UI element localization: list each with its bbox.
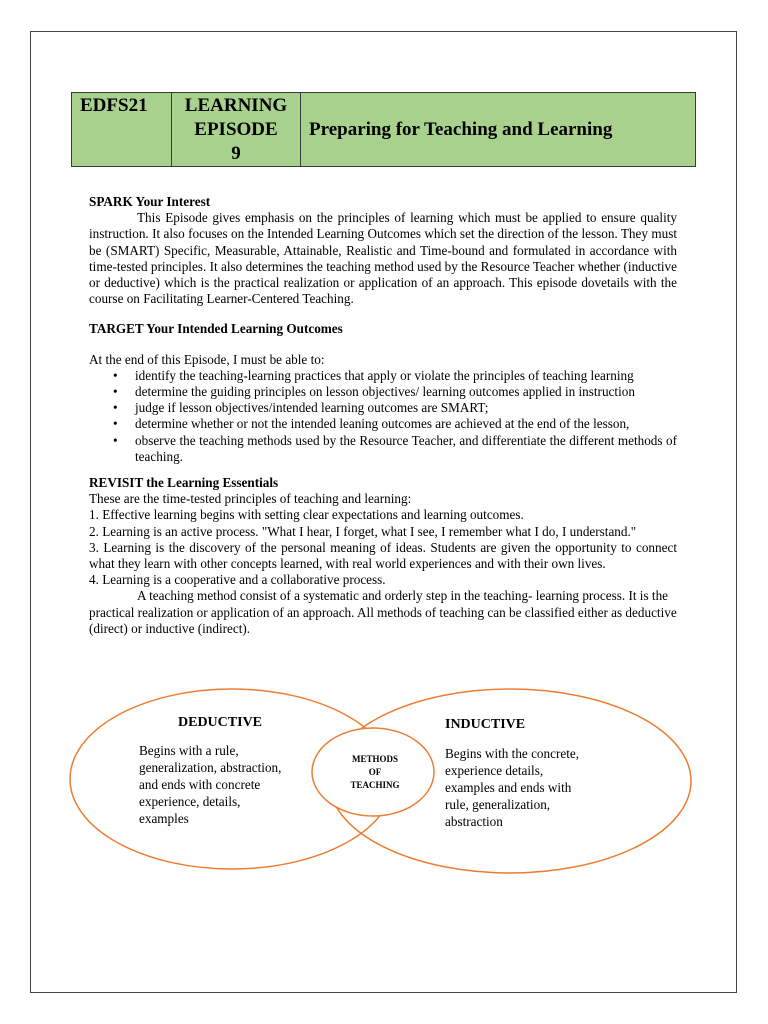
episode-title: Preparing for Teaching and Learning xyxy=(301,93,696,167)
principle-item: 1. Effective learning begins with setting clear expectations and learning outcomes. xyxy=(89,507,524,523)
center-line: METHODS xyxy=(351,754,398,764)
deductive-line: generalization, abstraction, xyxy=(139,760,282,775)
principle-item: 4. Learning is a cooperative and a collaborative process. xyxy=(89,572,386,588)
principle-item: 3. Learning is the discovery of the personal meaning of ideas. Students are given the opportunity to connect what they learn with other concepts learned, with real world experiences and with their own lives. xyxy=(89,539,677,572)
methods-of-teaching-label xyxy=(335,753,415,792)
spark-heading: SPARK Your Interest xyxy=(89,194,211,209)
episode-label-line: LEARNING xyxy=(184,95,288,116)
deductive-line: and ends with concrete xyxy=(139,777,261,792)
inductive-description xyxy=(445,745,579,830)
list-item: • identify the teaching-learning practices that apply or violate the principles of teaching learning xyxy=(135,368,677,384)
deductive-title: DEDUCTIVE xyxy=(178,715,263,730)
episode-label-line: EPISODE xyxy=(194,119,278,140)
deductive-line: examples xyxy=(139,811,189,826)
list-item: • observe the teaching methods used by the Resource Teacher, and differentiate the different methods of teaching. xyxy=(135,433,677,465)
course-code: EDFS21 xyxy=(72,93,172,167)
inductive-line: examples and ends with xyxy=(445,780,572,795)
list-item: • determine whether or not the intended leaning outcomes are achieved at the end of the lesson, xyxy=(135,416,677,432)
revisit-heading: REVISIT the Learning Essentials xyxy=(89,475,279,491)
list-item: • judge if lesson objectives/intended learning outcomes are SMART; xyxy=(135,400,677,416)
spark-body: This Episode gives emphasis on the principles of learning which must be applied to ensure quality instruction. It also focuses on the Intended Learning Outcomes which set the direction of the lesson. They must be (SMART) Specific, Measurable, Attainable, Realistic and Time-bound and formulated in accordance with time-tested principles. It also determines the teaching method used by the Resource Teacher whether (inductive or deductive) which is the practical realization or application of an approach. This episode dovetails with the course on Facilitating Learner-Centered Teaching. xyxy=(89,210,677,307)
deductive-description xyxy=(139,742,281,827)
inductive-line: Begins with the concrete, xyxy=(445,746,580,761)
target-heading: TARGET Your Intended Learning Outcomes xyxy=(89,321,343,337)
inductive-title: INDUCTIVE xyxy=(445,717,526,732)
deductive-line: experience, details, xyxy=(139,794,241,809)
target-intro: At the end of this Episode, I must be able to: xyxy=(89,351,325,367)
center-line: OF xyxy=(368,767,382,777)
episode-number: 9 xyxy=(231,143,241,164)
inductive-line: rule, generalization, xyxy=(445,797,551,812)
list-item: • determine the guiding principles on lesson objectives/ learning outcomes applied in instruction xyxy=(135,384,677,400)
center-line: TEACHING xyxy=(350,780,400,790)
revisit-intro: These are the time-tested principles of teaching and learning: xyxy=(89,491,412,507)
principle-item: 2. Learning is an active process. "What I hear, I forget, what I see, I remember what I do, I understand." xyxy=(89,523,637,539)
inductive-line: experience details, xyxy=(445,763,544,778)
deductive-line: Begins with a rule, xyxy=(139,743,239,758)
method-paragraph: A teaching method consist of a systematic and orderly step in the teaching- learning process. It is the practical realization or application of an approach. All methods of teaching can be classified either as deductive (direct) or inductive (indirect). xyxy=(89,588,677,636)
inductive-line: abstraction xyxy=(445,814,503,829)
